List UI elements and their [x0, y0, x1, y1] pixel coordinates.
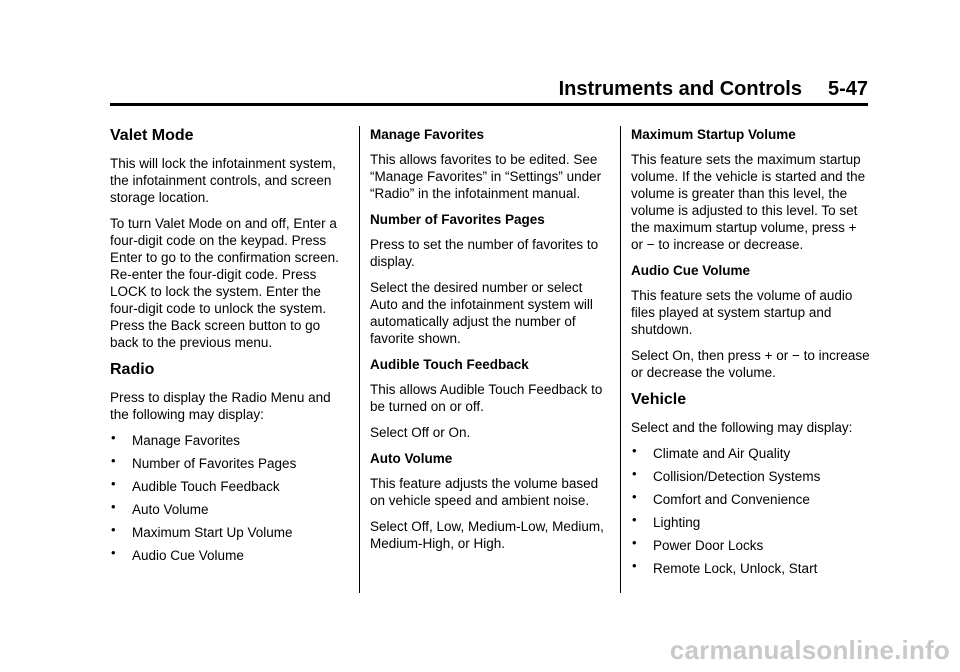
maximum-startup-volume-paragraph: This feature sets the maximum startup volume. If the vehicle is started and the volume is greater than this level, the volume is adjusted to this level. To set the maximum startup volume, press + or − to increase or decrease.: [631, 152, 866, 252]
radio-heading: Radio: [110, 361, 155, 378]
header-text: [559, 78, 868, 101]
audible-touch-feedback-paragraph-2: Select Off or On.: [370, 425, 471, 440]
list-item: • Power Door Locks: [631, 537, 871, 554]
audible-touch-feedback-heading: Audible Touch Feedback: [370, 357, 529, 372]
maximum-startup-volume-heading: Maximum Startup Volume: [631, 127, 796, 142]
list-item: • Number of Favorites Pages: [110, 455, 350, 472]
list-item: • Audible Touch Feedback: [110, 478, 350, 495]
vehicle-menu-list: [631, 445, 871, 577]
audio-cue-volume-paragraph-2: Select On, then press + or − to increase or decrease the volume.: [631, 348, 870, 380]
column-divider-2: [620, 126, 621, 593]
number-of-favorites-pages-heading: Number of Favorites Pages: [370, 212, 545, 227]
radio-paragraph: Press to display the Radio Menu and the following may display:: [110, 390, 331, 422]
list-item: • Maximum Start Up Volume: [110, 524, 350, 541]
column-1: [110, 126, 350, 570]
list-item: • Remote Lock, Unlock, Start: [631, 560, 871, 577]
list-item: • Collision/Detection Systems: [631, 468, 871, 485]
page-number: 5-47: [827, 78, 868, 100]
auto-volume-heading: Auto Volume: [370, 451, 453, 466]
manage-favorites-heading: Manage Favorites: [370, 127, 485, 142]
valet-mode-heading: Valet Mode: [110, 127, 194, 144]
watermark: carmanualsonline.info: [669, 635, 950, 665]
header-rule: [110, 103, 868, 106]
list-item: • Lighting: [631, 514, 871, 531]
audible-touch-feedback-paragraph-1: This allows Audible Touch Feedback to be turned on or off.: [370, 382, 603, 414]
list-item: • Comfort and Convenience: [631, 491, 871, 508]
number-of-favorites-paragraph-1: Press to set the number of favorites to display.: [370, 237, 599, 269]
column-3: [631, 126, 871, 583]
list-item: • Climate and Air Quality: [631, 445, 871, 462]
auto-volume-paragraph-2: Select Off, Low, Medium-Low, Medium, Medium-High, or High.: [370, 519, 604, 551]
list-item: • Audio Cue Volume: [110, 547, 350, 564]
list-item: • Manage Favorites: [110, 432, 350, 449]
vehicle-heading: Vehicle: [631, 391, 687, 408]
audio-cue-volume-paragraph-1: This feature sets the volume of audio files played at system startup and shutdown.: [631, 288, 853, 337]
page-header: [110, 76, 868, 104]
valet-mode-paragraph-2: To turn Valet Mode on and off, Enter a four-digit code on the keypad. Press Enter to go to the confirmation screen. Re-enter the four-digit code. Press LOCK to lock the system. Enter the four-digit code to unlock the system. Press the Back screen button to go back to the previous menu.: [110, 216, 339, 350]
list-item: • Auto Volume: [110, 501, 350, 518]
valet-mode-paragraph-1: This will lock the infotainment system, the infotainment controls, and screen storage location.: [110, 156, 336, 205]
column-divider-1: [359, 126, 360, 593]
manage-favorites-paragraph: This allows favorites to be edited. See “Manage Favorites” in “Settings” under “Radio” in the infotainment manual.: [370, 152, 602, 201]
auto-volume-paragraph-1: This feature adjusts the volume based on vehicle speed and ambient noise.: [370, 476, 599, 508]
number-of-favorites-paragraph-2: Select the desired number or select Auto and the infotainment system will automatically adjust the number of favorite shown.: [370, 280, 593, 346]
vehicle-paragraph: Select and the following may display:: [631, 420, 853, 435]
radio-menu-list: [110, 432, 350, 564]
audio-cue-volume-heading: Audio Cue Volume: [631, 263, 751, 278]
section-title: Instruments and Controls: [558, 78, 802, 100]
column-2: [370, 126, 610, 561]
